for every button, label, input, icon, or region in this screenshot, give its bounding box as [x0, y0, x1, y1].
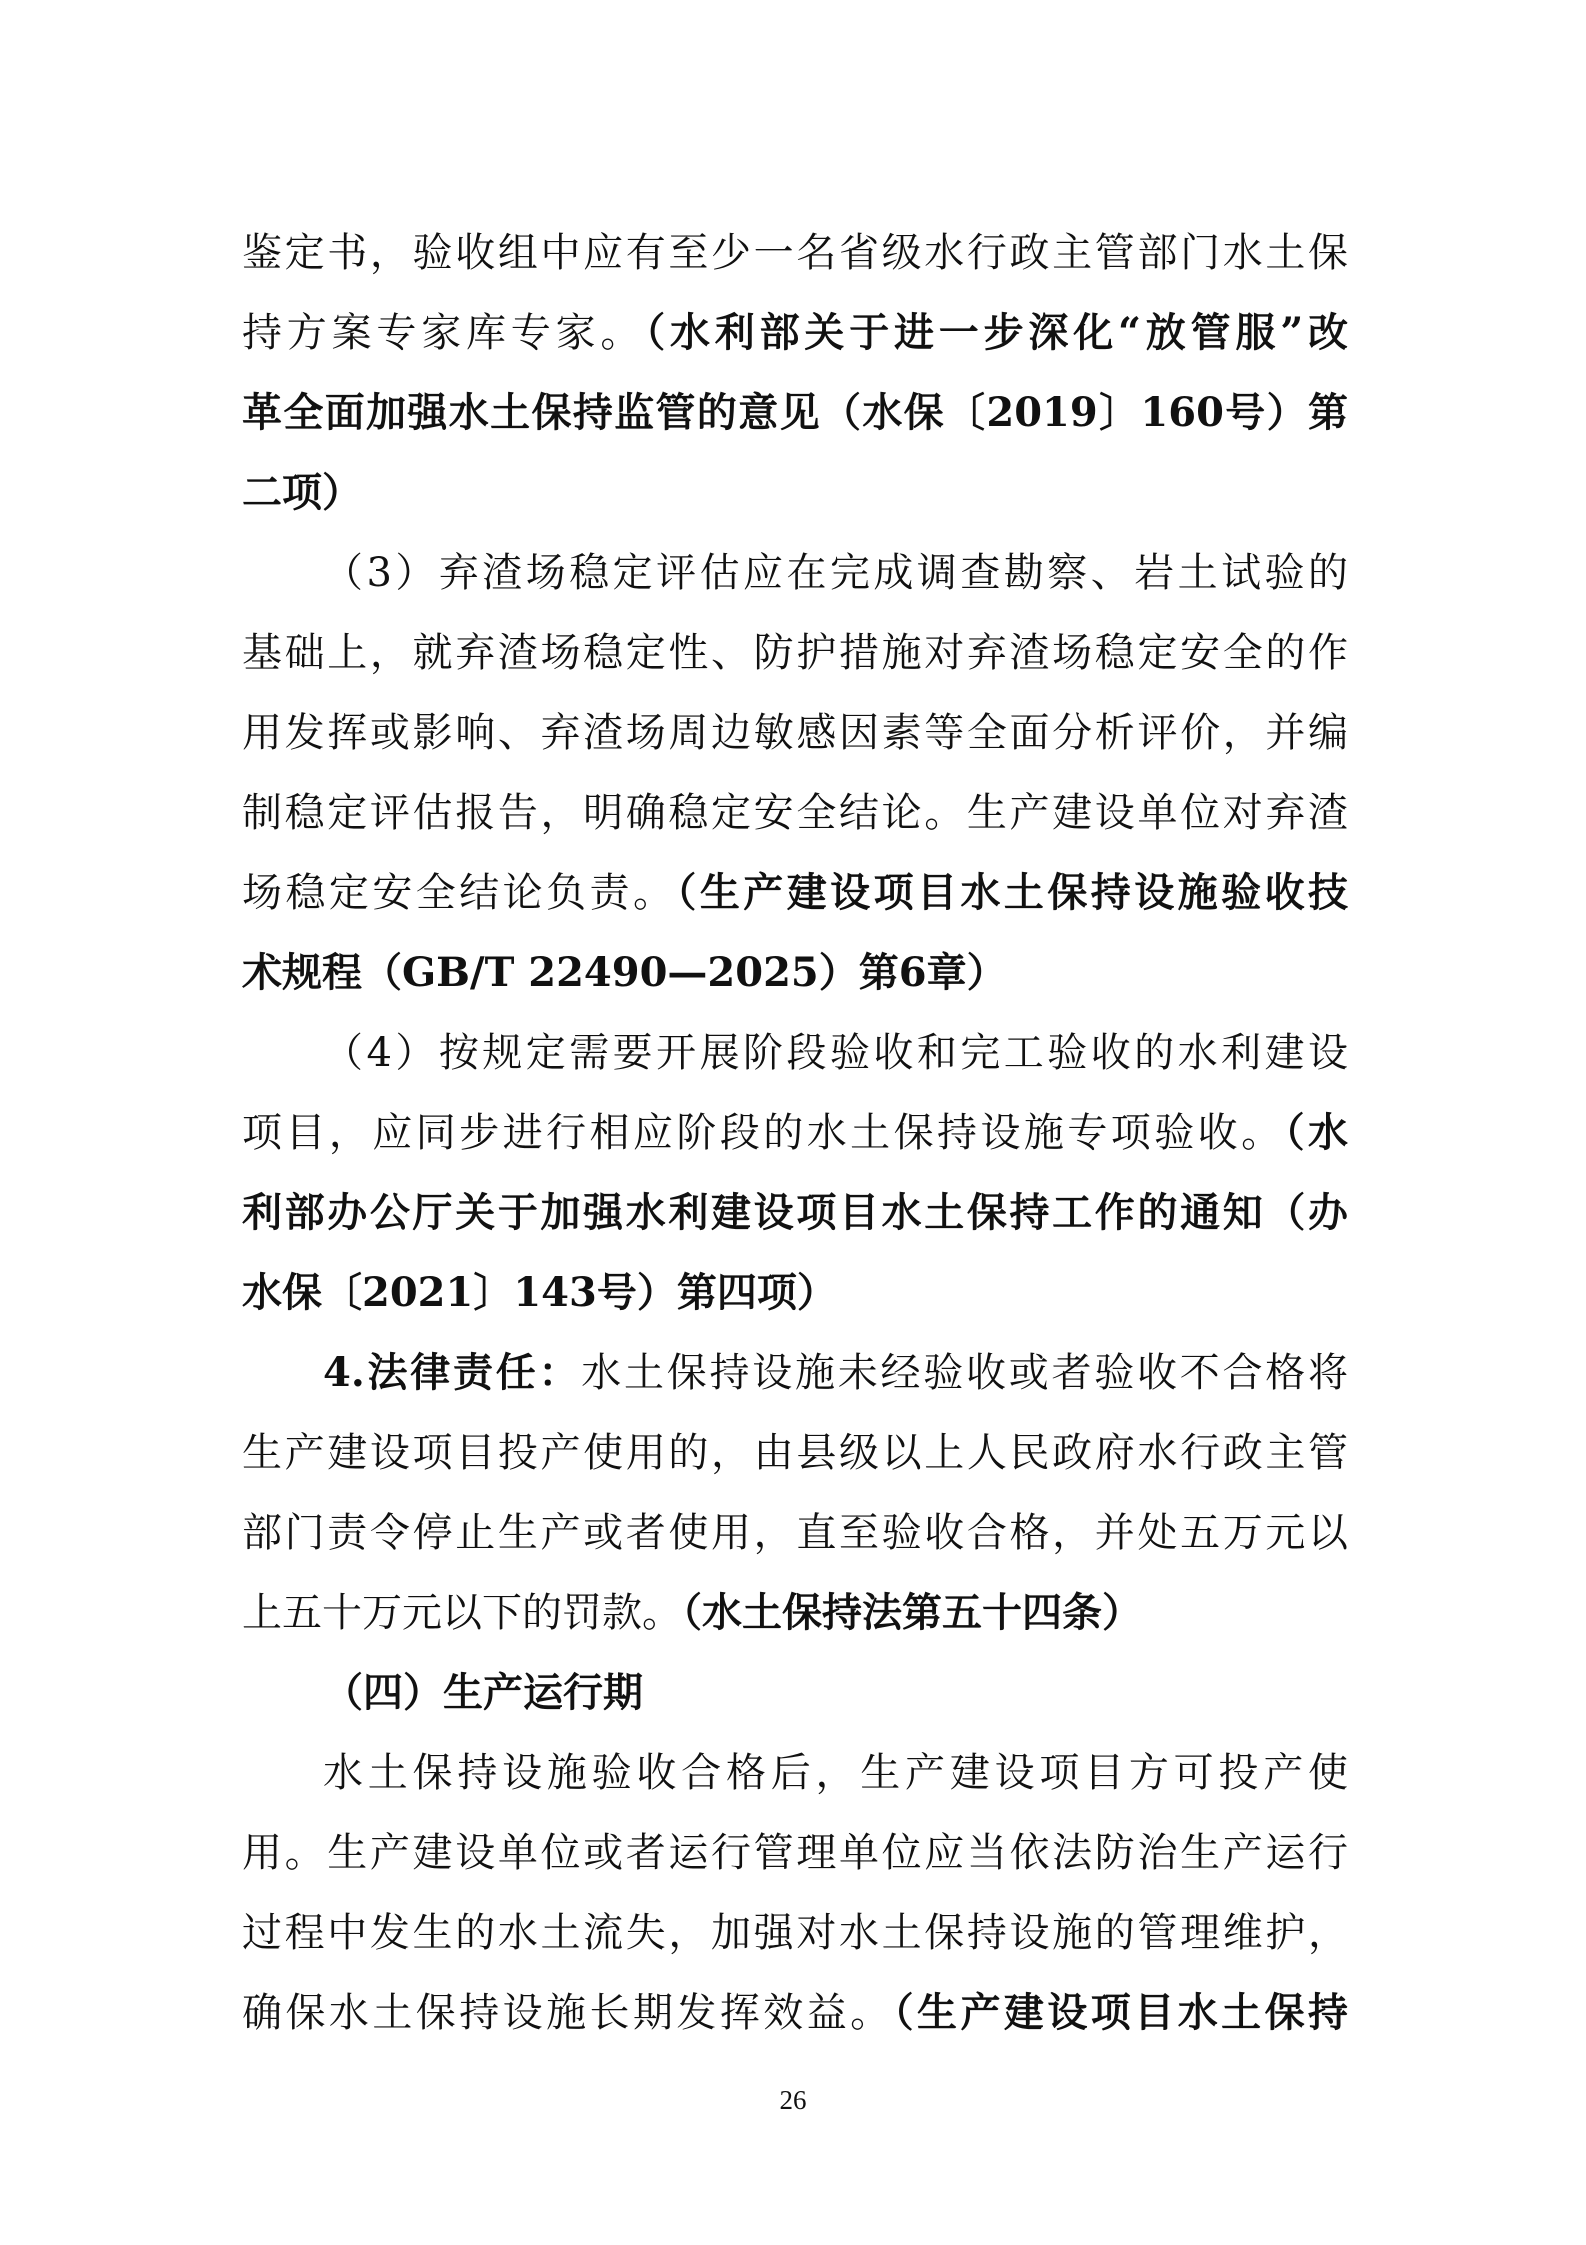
citation-run: （水	[1284, 1109, 1349, 1156]
text-run: 持方案专家库专家。	[242, 310, 646, 356]
text-run: 项目，应同步进行相应阶段的水土保持设施专项验收。	[242, 1110, 1285, 1156]
text-line	[242, 293, 1348, 373]
citation-run: 利部办公厅关于加强水利建设项目水土保持工作的通知（办	[242, 1189, 1348, 1236]
citation-run: 革全面加强水土保持监管的意见（水保〔2019〕160号）第	[242, 389, 1348, 436]
citation-run: 术规程（GB/T 22490—2025）第6章）	[242, 949, 1007, 996]
text-line	[242, 453, 362, 533]
text-run: 制稳定评估报告，明确稳定安全结论。生产建设单位对弃渣	[242, 790, 1348, 836]
text-line	[242, 1573, 1142, 1653]
text-run: 基础上，就弃渣场稳定性、防护措施对弃渣场稳定安全的作	[242, 630, 1348, 676]
text-line	[242, 1493, 1348, 1573]
text-run: （3）弃渣场稳定评估应在完成调查勘察、岩土试验的	[323, 550, 1348, 596]
text-line	[242, 933, 1007, 1013]
text-run: 部门责令停止生产或者使用，直至验收合格，并处五万元以	[242, 1510, 1348, 1556]
text-line	[242, 853, 1348, 933]
text-run: 确保水土保持设施长期发挥效益。	[242, 1990, 894, 2036]
text-line	[242, 693, 1348, 773]
text-run: 用发挥或影响、弃渣场周边敏感因素等全面分析评价，并编	[242, 710, 1348, 756]
section-heading	[323, 1653, 1348, 1733]
citation-run: 水保〔2021〕143号）第四项）	[242, 1269, 837, 1316]
citation-run: （生产建设项目水土保持	[893, 1989, 1349, 2036]
text-run: 用。生产建设单位或者运行管理单位应当依法防治生产运行	[242, 1830, 1348, 1876]
text-run: 过程中发生的水土流失，加强对水土保持设施的管理维护，	[242, 1910, 1348, 1956]
text-line	[323, 533, 1348, 613]
citation-run: （水土保持法第五十四条）	[682, 1589, 1142, 1636]
citation-run: （水利部关于进一步深化“放管服”改	[645, 309, 1349, 356]
text-run: 场稳定安全结论负责。	[242, 870, 677, 916]
text-line	[323, 1333, 1348, 1413]
text-line	[323, 1013, 1348, 1093]
text-run: 上五十万元以下的罚款。	[242, 1590, 682, 1636]
text-line	[242, 373, 1348, 453]
text-line	[242, 1413, 1348, 1493]
section-label: 4.法律责任：	[323, 1349, 582, 1396]
text-line	[323, 1733, 1348, 1813]
page-number: 26	[779, 2085, 807, 2115]
text-run: 鉴定书，验收组中应有至少一名省级水行政主管部门水土保	[242, 230, 1348, 276]
text-line	[242, 1973, 1348, 2053]
text-run: （4）按规定需要开展阶段验收和完工验收的水利建设	[323, 1030, 1348, 1076]
text-line	[242, 773, 1348, 853]
text-line	[242, 1253, 837, 1333]
text-run: 水土保持设施验收合格后，生产建设项目方可投产使	[323, 1750, 1348, 1796]
text-line	[242, 213, 1348, 293]
text-line	[242, 1093, 1348, 1173]
text-run: 水土保持设施未经验收或者验收不合格将	[581, 1350, 1349, 1396]
citation-run: 二项）	[242, 469, 362, 516]
text-line	[242, 1813, 1348, 1893]
section-heading-text: （四）生产运行期	[323, 1669, 643, 1716]
text-line	[242, 1173, 1348, 1253]
text-run: 生产建设项目投产使用的，由县级以上人民政府水行政主管	[242, 1430, 1348, 1476]
citation-run: （生产建设项目水土保持设施验收技	[676, 869, 1349, 916]
text-line	[242, 1893, 1348, 1973]
text-line	[242, 613, 1348, 693]
